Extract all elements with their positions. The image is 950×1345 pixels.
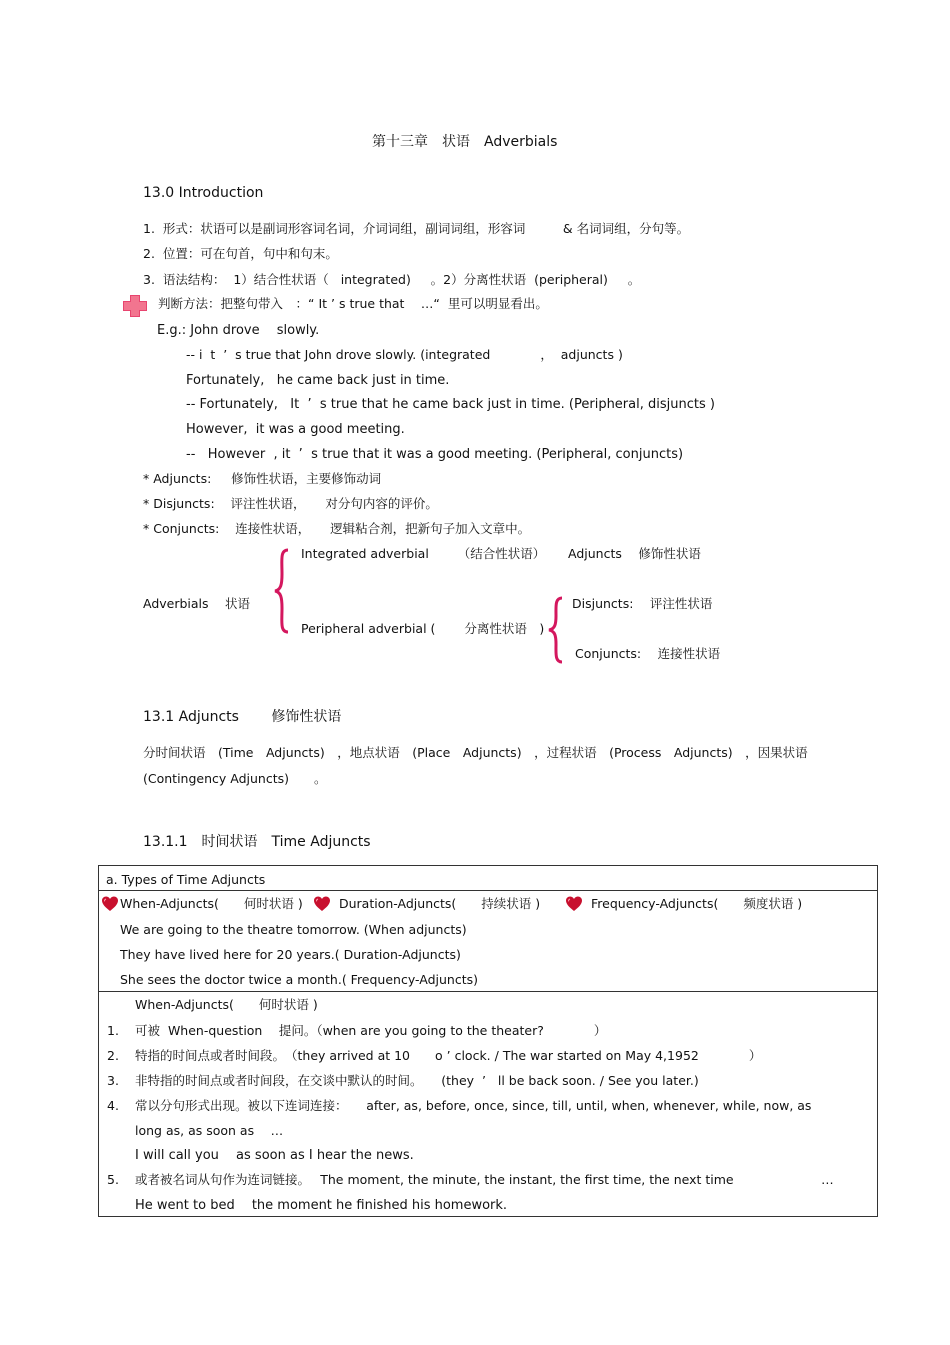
heart-icon xyxy=(102,896,118,912)
def-disjuncts: * Disjuncts: 评注性状语， 对分句内容的评价。 xyxy=(143,496,438,511)
item-text: 或者被名词从句作为连词链接。 The moment, the minute, the instant, the first time, the next time … xyxy=(135,1172,834,1187)
example-line-3: -- Fortunately, It ’ s true that he came back just in time. (Peripheral, disjuncts ) xyxy=(186,397,715,412)
example-label: E.g.: John drove slowly. xyxy=(157,323,320,338)
table-example-1: We are going to the theatre tomorrow. (When adjuncts) xyxy=(120,922,467,937)
item-number: 5. xyxy=(107,1172,119,1187)
example-line-2: Fortunately, he came back just in time. xyxy=(186,373,450,388)
heart-icon xyxy=(314,896,330,912)
item-number: 3. xyxy=(107,1073,119,1088)
time-adjuncts-table xyxy=(98,865,878,1217)
type-duration: Duration-Adjuncts( 持续状语 ) xyxy=(339,896,541,911)
heart-icon xyxy=(566,896,582,912)
example-line-4: However, it was a good meeting. xyxy=(186,422,405,437)
item-number: 1. xyxy=(107,1023,119,1038)
item-text: 可被 When-question 提问。（when are you going to the theater? ） xyxy=(135,1023,607,1038)
page-title: 第十三章 状语 Adverbials xyxy=(372,134,558,150)
item-number: 2. xyxy=(107,1048,119,1063)
brace-right-icon xyxy=(546,596,568,664)
item-example: He went to bed the moment he finished his homework. xyxy=(135,1198,508,1213)
plus-icon xyxy=(122,294,148,318)
table-example-2: They have lived here for 20 years.( Duration-Adjuncts) xyxy=(120,947,461,962)
section-heading-time-adjuncts: 13.1.1 时间状语 Time Adjuncts xyxy=(143,834,371,850)
item-text: 常以分句形式出现。被以下连词连接： after, as, before, once, since, till, until, when, whenever, while, now, as xyxy=(135,1098,812,1113)
intro-line-2: 2. 位置：可在句首，句中和句末。 xyxy=(143,246,338,261)
item-example: I will call you as soon as I hear the news. xyxy=(135,1148,414,1163)
section-heading-intro: 13.0 Introduction xyxy=(143,185,264,201)
intro-line-4: 判断方法：把整句带入 ：“ It ’ s true that …“ 里可以明显看出。 xyxy=(158,296,548,311)
item-number: 4. xyxy=(107,1098,119,1113)
diagram-integrated: Integrated adverbial （结合性状语） Adjuncts 修饰性状语 xyxy=(301,546,701,561)
when-adjuncts-title: When-Adjuncts( 何时状语 ) xyxy=(135,997,318,1012)
diagram-disjuncts: Disjuncts: 评注性状语 xyxy=(572,596,713,611)
type-frequency: Frequency-Adjuncts( 频度状语 ) xyxy=(591,896,803,911)
example-line-1: -- i t ’ s true that John drove slowly. (integrated ， adjuncts ) xyxy=(186,347,623,362)
intro-line-1: 1. 形式：状语可以是副词形容词名词，介词词组，副词词组，形容词 & 名词词组，分句等。 xyxy=(143,221,690,236)
adjuncts-para-2: (Contingency Adjuncts) 。 xyxy=(143,771,327,786)
item-text: 特指的时间点或者时间段。 （they arrived at 10 o ’ clock. / The war started on May 4,1952 ） xyxy=(135,1048,762,1063)
item-text: 非特指的时间点或者时间段，在交谈中默认的时间。 (they ’ ll be back soon. / See you later.) xyxy=(135,1073,699,1088)
diagram-conjuncts: Conjuncts: 连接性状语 xyxy=(575,646,721,661)
adjuncts-para-1: 分时间状语 (Time Adjuncts) ，地点状语 (Place Adjuncts) ，过程状语 (Process Adjuncts) ，因果状语 xyxy=(143,745,808,760)
item-text: long as, as soon as … xyxy=(135,1123,284,1138)
def-conjuncts: * Conjuncts: 连接性状语， 逻辑粘合剂，把新句子加入文章中。 xyxy=(143,521,531,536)
example-line-5: -- However , it ’ s true that it was a good meeting. (Peripheral, conjuncts) xyxy=(186,447,684,462)
section-heading-adjuncts: 13.1 Adjuncts 修饰性状语 xyxy=(143,709,342,725)
table-header: a. Types of Time Adjuncts xyxy=(106,872,266,887)
intro-line-3: 3. 语法结构： 1）结合性状语（ integrated) 。2）分离性状语 (peripheral) 。 xyxy=(143,272,641,287)
table-divider xyxy=(98,991,878,992)
type-when: When-Adjuncts( 何时状语 ) xyxy=(120,896,303,911)
table-divider xyxy=(98,890,878,891)
diagram-root: Adverbials 状语 xyxy=(143,596,251,611)
brace-left-icon xyxy=(272,548,294,634)
diagram-peripheral: Peripheral adverbial ( 分离性状语 ) xyxy=(301,621,545,636)
def-adjuncts: * Adjuncts: 修饰性状语，主要修饰动词 xyxy=(143,471,382,486)
table-example-3: She sees the doctor twice a month.( Frequency-Adjuncts) xyxy=(120,972,479,987)
